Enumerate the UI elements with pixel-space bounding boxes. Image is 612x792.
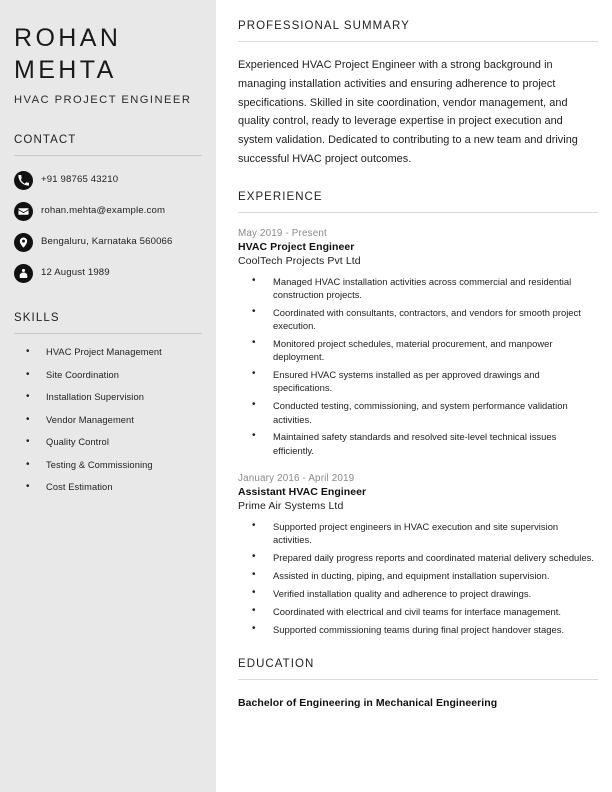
list-item: • Managed HVAC installation activities across commercial and residential construction projects. <box>252 275 598 302</box>
contact-value-email: rohan.mehta@example.com <box>41 204 166 216</box>
list-item: • Supported project engineers in HVAC execution and site supervision activities. <box>252 520 598 547</box>
last-name: MEHTA <box>14 56 117 84</box>
phone-icon <box>14 171 33 190</box>
professional-summary-text: Experienced HVAC Project Engineer with a strong background in managing installation activities and ensuring adherence to project specifications. Skilled in site coordination, vendor management, and quality control, ready to leverage expertise in project execution and system validation. Dedicated to contributing to a new team and driving successful HVAC project outcomes. <box>238 59 578 165</box>
contact-divider <box>14 155 202 156</box>
experience-company: Prime Air Systems Ltd <box>238 500 344 513</box>
contact-list <box>14 169 202 284</box>
contact-heading: CONTACT <box>14 134 77 146</box>
contact-item-location[interactable] <box>14 231 202 253</box>
list-item: • Coordinated with electrical and civil teams for interface management. <box>252 605 598 618</box>
list-item: • Prepared daily progress reports and coordinated material delivery schedules. <box>252 551 598 564</box>
experience-entry <box>238 228 598 458</box>
list-item: • Maintained safety standards and resolved site-level technical issues efficiently. <box>252 430 598 457</box>
list-item: • Installation Supervision <box>26 392 202 402</box>
list-item: • Monitored project schedules, material procurement, and manpower deployment. <box>252 337 598 364</box>
headline-job-title: HVAC PROJECT ENGINEER <box>14 94 192 106</box>
skills-section <box>14 312 202 492</box>
experience-bullet-list <box>238 275 598 458</box>
experience-bullet-list <box>238 520 598 636</box>
first-name: ROHAN <box>14 24 122 52</box>
name-block <box>14 22 202 106</box>
contact-item-birthdate[interactable] <box>14 262 202 284</box>
list-item: • Site Coordination <box>26 370 202 380</box>
experience-entry <box>238 473 598 636</box>
skills-heading: SKILLS <box>14 312 60 324</box>
contact-item-phone[interactable] <box>14 169 202 191</box>
experience-heading: EXPERIENCE <box>238 190 323 203</box>
skills-divider <box>14 333 202 334</box>
experience-company: CoolTech Projects Pvt Ltd <box>238 254 361 267</box>
education-degree: Bachelor of Engineering in Mechanical Engineering <box>238 697 498 710</box>
education-entry <box>238 697 598 709</box>
location-pin-icon <box>14 233 33 252</box>
contact-section <box>14 134 202 284</box>
experience-role: Assistant HVAC Engineer <box>238 486 367 499</box>
list-item: • Cost Estimation <box>26 482 202 492</box>
education-divider <box>238 679 598 680</box>
skills-list <box>14 347 202 492</box>
list-item: • Supported commissioning teams during final project handover stages. <box>252 623 598 636</box>
list-item: • Verified installation quality and adherence to project drawings. <box>252 587 598 600</box>
list-item: • Coordinated with consultants, contractors, and vendors for smooth project execution. <box>252 306 598 333</box>
education-heading: EDUCATION <box>238 658 315 671</box>
envelope-icon <box>14 202 33 221</box>
professional-summary-section <box>238 20 598 169</box>
list-item: • Assisted in ducting, piping, and equipment installation supervision. <box>252 569 598 582</box>
contact-value-location: Bengaluru, Karnataka 560066 <box>41 235 173 247</box>
list-item: • Conducted testing, commissioning, and system performance validation activities. <box>252 399 598 426</box>
experience-role: HVAC Project Engineer <box>238 240 355 253</box>
experience-dates: January 2016 - April 2019 <box>238 473 355 485</box>
list-item: • Quality Control <box>26 437 202 447</box>
list-item: • HVAC Project Management <box>26 347 202 357</box>
professional-summary-divider <box>238 41 598 42</box>
contact-value-birthdate: 12 August 1989 <box>41 266 110 278</box>
list-item: • Ensured HVAC systems installed as per approved drawings and specifications. <box>252 368 598 395</box>
contact-item-email[interactable] <box>14 200 202 222</box>
main-content <box>216 0 612 792</box>
birthday-person-icon <box>14 264 33 283</box>
education-section <box>238 658 598 709</box>
sidebar <box>0 0 216 792</box>
experience-dates: May 2019 - Present <box>238 227 327 239</box>
experience-section <box>238 191 598 637</box>
list-item: • Vendor Management <box>26 415 202 425</box>
list-item: • Testing & Commissioning <box>26 460 202 470</box>
experience-divider <box>238 212 598 213</box>
contact-value-phone: +91 98765 43210 <box>41 173 119 185</box>
professional-summary-heading: PROFESSIONAL SUMMARY <box>238 20 410 32</box>
